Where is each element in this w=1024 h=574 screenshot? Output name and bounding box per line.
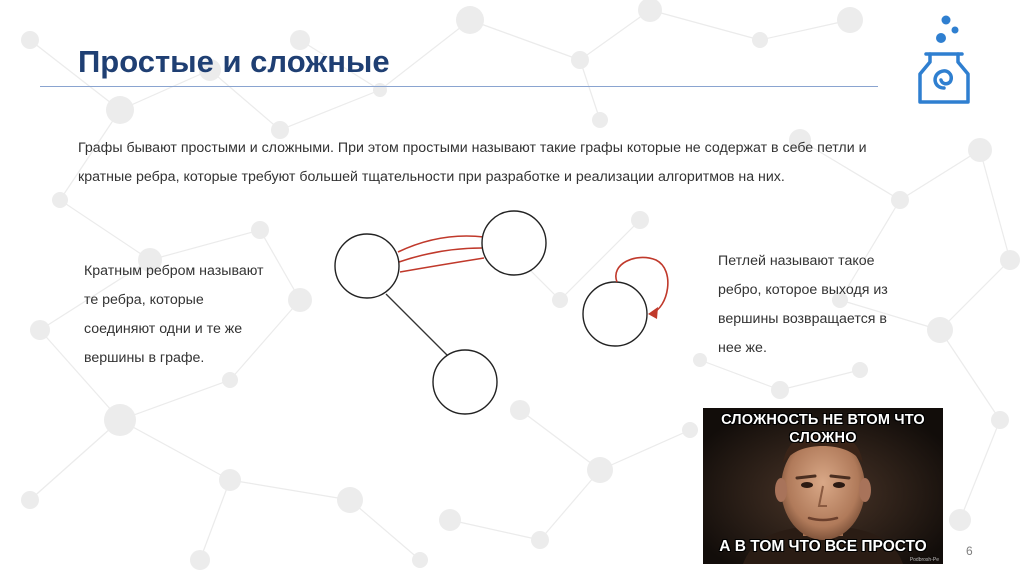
- intro-line: Графы бывают простыми и сложными. При этом простыми называют такие графы которые не содержат в себе петли и: [78, 140, 867, 156]
- graph-vertex: [335, 234, 399, 298]
- multi-edge-line: те ребра, которые: [84, 292, 204, 308]
- slide-title: Простые и сложные: [78, 44, 390, 79]
- multi-edge-line: соединяют одни и те же: [84, 321, 243, 337]
- intro-line: кратные ребра, которые требуют большей тщательности при разработке и реализации алгоритмов на них.: [78, 169, 785, 185]
- simple-edge: [386, 294, 447, 355]
- graph-vertex: [482, 211, 546, 275]
- graph-vertex: [433, 350, 497, 414]
- flask-logo-icon: [908, 14, 980, 110]
- meme-watermark: Podbrosh-Pe: [909, 557, 939, 563]
- graph-diagram: [320, 200, 690, 430]
- loop-line: вершины возвращается в: [718, 311, 887, 327]
- multi-edge-definition: [84, 257, 304, 373]
- graph-vertex-with-loop: [583, 282, 647, 346]
- multi-edge-group: [398, 236, 484, 272]
- multi-edge-line: Кратным ребром называют: [84, 263, 264, 279]
- multi-edge-line: вершины в графе.: [84, 350, 205, 366]
- loop-arrowhead: [648, 307, 658, 319]
- meme-top-line: СЛОЖНО: [789, 430, 857, 446]
- multi-edge: [398, 236, 484, 252]
- title-divider: [40, 86, 878, 87]
- meme-bottom-caption: А В ТОМ ЧТО ВСЕ ПРОСТО: [719, 538, 927, 555]
- loop-line: ребро, которое выходя из: [718, 282, 888, 298]
- meme-top-caption: [703, 411, 943, 447]
- intro-paragraph: [78, 134, 938, 192]
- loop-definition: [718, 247, 938, 363]
- meme-top-line: СЛОЖНОСТЬ НЕ ВТОМ ЧТО: [721, 412, 925, 428]
- loop-line: Петлей называют такое: [718, 253, 875, 269]
- meme-image: [703, 408, 943, 564]
- loop-line: нее же.: [718, 340, 767, 356]
- page-number: 6: [966, 544, 973, 558]
- multi-edge: [400, 258, 484, 272]
